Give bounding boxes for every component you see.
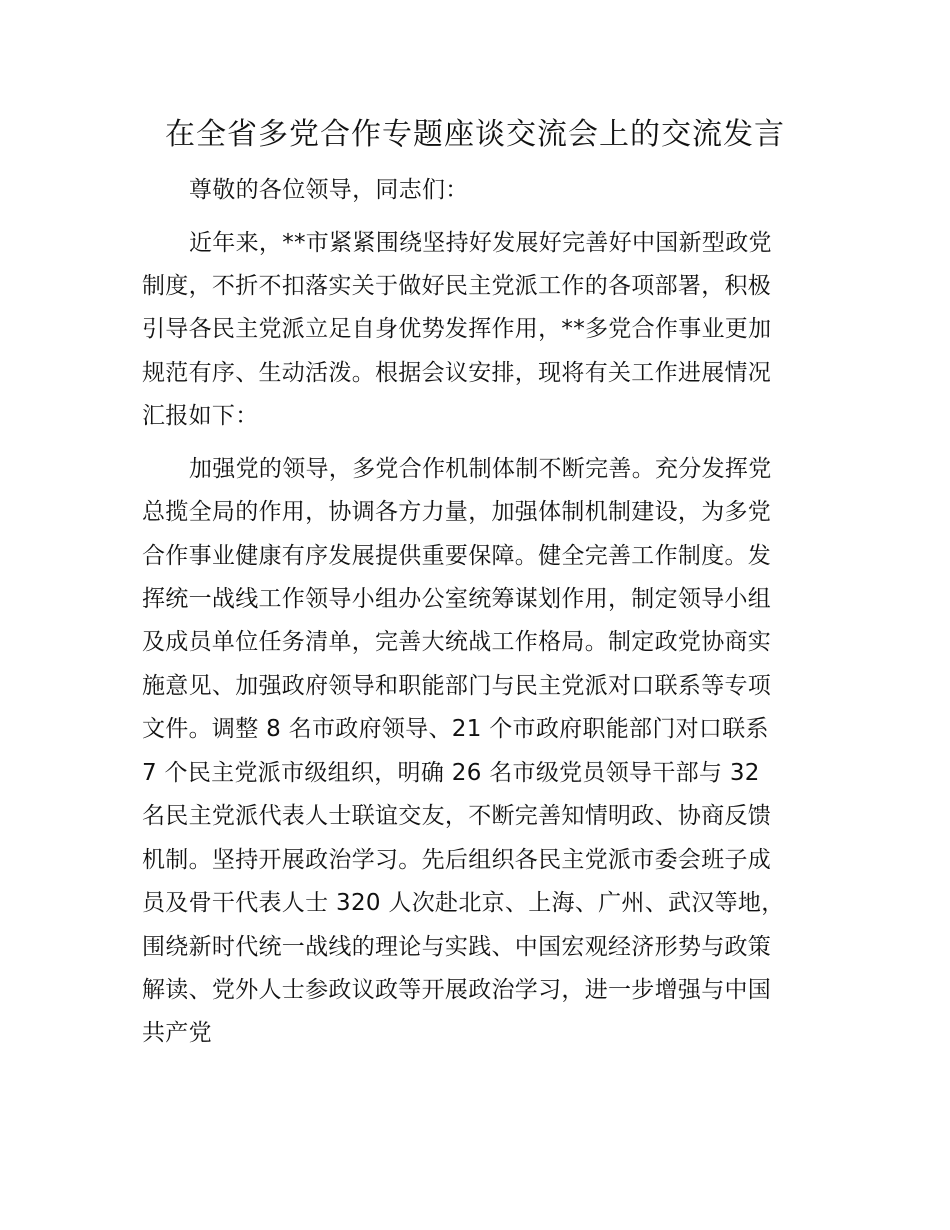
- paragraph2-line-3: 合作事业健康有序发展提供重要保障。健全完善工作制度。发: [142, 543, 772, 569]
- greeting-line: 尊敬的各位领导，同志们：: [189, 177, 469, 203]
- paragraph2-line-2: 总揽全局的作用，协调各方力量，加强体制机制建设，为多党: [142, 499, 772, 525]
- paragraph2-line-6: 施意见、加强政府领导和职能部门与民主党派对口联系等专项: [142, 673, 772, 699]
- paragraph1-line-2: 制度，不折不扣落实关于做好民主党派工作的各项部署，积极: [142, 273, 772, 299]
- paragraph2-line-5: 及成员单位任务清单，完善大统战工作格局。制定政党协商实: [142, 629, 772, 655]
- paragraph2-line-4: 挥统一战线工作领导小组办公室统筹谋划作用，制定领导小组: [142, 586, 772, 612]
- paragraph1-line-3: 引导各民主党派立足自身优势发挥作用，**多党合作事业更加: [142, 316, 772, 342]
- paragraph1-line-1: 近年来，**市紧紧围绕坚持好发展好完善好中国新型政党: [189, 230, 772, 256]
- paragraph2-line-9: 名民主党派代表人士联谊交友，不断完善知情明政、协商反馈: [142, 803, 772, 829]
- paragraph2-line-8: 7 个民主党派市级组织，明确 26 名市级党员领导干部与 32: [142, 760, 760, 786]
- paragraph2-line-14: 共产党: [142, 1020, 212, 1046]
- paragraph1-line-4: 规范有序、生动活泼。根据会议安排，现将有关工作进展情况: [142, 360, 772, 386]
- paragraph2-line-12: 围绕新时代统一战线的理论与实践、中国宏观经济形势与政策: [142, 934, 772, 960]
- paragraph2-line-13: 解读、党外人士参政议政等开展政治学习，进一步增强与中国: [142, 977, 772, 1003]
- paragraph2-line-11: 员及骨干代表人士 320 人次赴北京、上海、广州、武汉等地，: [142, 890, 785, 916]
- document-title: 在全省多党合作专题座谈交流会上的交流发言: [165, 117, 785, 152]
- paragraph2-line-7: 文件。调整 8 名市政府领导、21 个市政府职能部门对口联系: [142, 716, 769, 742]
- paragraph1-line-5: 汇报如下：: [142, 403, 259, 429]
- paragraph2-line-1: 加强党的领导，多党合作机制体制不断完善。充分发挥党: [189, 456, 772, 482]
- paragraph2-line-10: 机制。坚持开展政治学习。先后组织各民主党派市委会班子成: [142, 847, 772, 873]
